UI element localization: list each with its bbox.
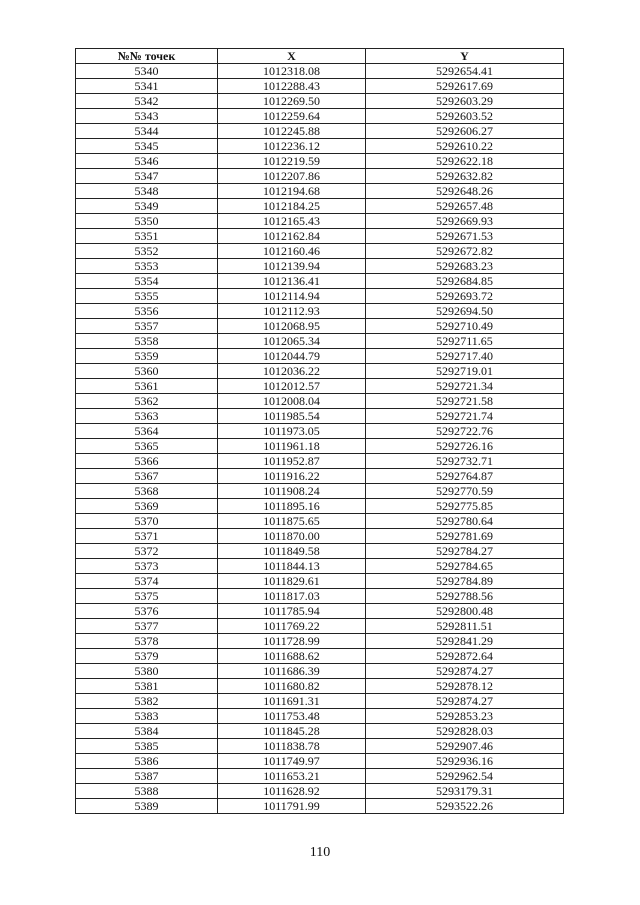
table-row — [76, 409, 564, 424]
cell-y: 5292719.01 — [366, 364, 564, 379]
cell-y: 5292717.40 — [366, 349, 564, 364]
cell-point-number: 5380 — [76, 664, 218, 679]
cell-point-number: 5388 — [76, 784, 218, 799]
cell-x: 1012245.88 — [218, 124, 366, 139]
cell-x: 1012318.08 — [218, 64, 366, 79]
table-row — [76, 724, 564, 739]
table-row — [76, 304, 564, 319]
cell-y: 5292622.18 — [366, 154, 564, 169]
cell-y: 5292721.58 — [366, 394, 564, 409]
cell-y: 5292669.93 — [366, 214, 564, 229]
cell-point-number: 5386 — [76, 754, 218, 769]
table-row — [76, 469, 564, 484]
table-row — [76, 709, 564, 724]
cell-x: 1012114.94 — [218, 289, 366, 304]
cell-x: 1011628.92 — [218, 784, 366, 799]
table-row — [76, 649, 564, 664]
table-row — [76, 349, 564, 364]
table-row — [76, 244, 564, 259]
cell-point-number: 5359 — [76, 349, 218, 364]
cell-point-number: 5372 — [76, 544, 218, 559]
cell-y: 5292853.23 — [366, 709, 564, 724]
cell-x: 1011785.94 — [218, 604, 366, 619]
cell-point-number: 5375 — [76, 589, 218, 604]
cell-x: 1012044.79 — [218, 349, 366, 364]
cell-y: 5292784.89 — [366, 574, 564, 589]
cell-point-number: 5355 — [76, 289, 218, 304]
cell-x: 1011817.03 — [218, 589, 366, 604]
cell-y: 5292671.53 — [366, 229, 564, 244]
cell-y: 5292781.69 — [366, 529, 564, 544]
cell-y: 5292672.82 — [366, 244, 564, 259]
cell-x: 1011829.61 — [218, 574, 366, 589]
cell-y: 5292907.46 — [366, 739, 564, 754]
cell-x: 1011895.16 — [218, 499, 366, 514]
cell-x: 1011753.48 — [218, 709, 366, 724]
cell-x: 1012036.22 — [218, 364, 366, 379]
cell-point-number: 5351 — [76, 229, 218, 244]
table-row — [76, 259, 564, 274]
cell-point-number: 5369 — [76, 499, 218, 514]
cell-x: 1012236.12 — [218, 139, 366, 154]
cell-point-number: 5350 — [76, 214, 218, 229]
cell-point-number: 5363 — [76, 409, 218, 424]
cell-point-number: 5367 — [76, 469, 218, 484]
table-row — [76, 544, 564, 559]
cell-point-number: 5346 — [76, 154, 218, 169]
cell-point-number: 5356 — [76, 304, 218, 319]
cell-x: 1011838.78 — [218, 739, 366, 754]
cell-x: 1011849.58 — [218, 544, 366, 559]
cell-y: 5292800.48 — [366, 604, 564, 619]
cell-x: 1011973.05 — [218, 424, 366, 439]
cell-x: 1011688.62 — [218, 649, 366, 664]
table-row — [76, 484, 564, 499]
cell-point-number: 5345 — [76, 139, 218, 154]
table-row — [76, 574, 564, 589]
cell-x: 1012008.04 — [218, 394, 366, 409]
table-row — [76, 604, 564, 619]
table-row — [76, 289, 564, 304]
cell-y: 5292617.69 — [366, 79, 564, 94]
table-row — [76, 334, 564, 349]
table-row — [76, 394, 564, 409]
cell-point-number: 5368 — [76, 484, 218, 499]
cell-point-number: 5354 — [76, 274, 218, 289]
cell-point-number: 5344 — [76, 124, 218, 139]
cell-point-number: 5347 — [76, 169, 218, 184]
cell-y: 5292872.64 — [366, 649, 564, 664]
cell-point-number: 5361 — [76, 379, 218, 394]
cell-point-number: 5362 — [76, 394, 218, 409]
cell-x: 1011769.22 — [218, 619, 366, 634]
table-row — [76, 559, 564, 574]
cell-point-number: 5360 — [76, 364, 218, 379]
cell-y: 5292878.12 — [366, 679, 564, 694]
cell-point-number: 5381 — [76, 679, 218, 694]
cell-y: 5292811.51 — [366, 619, 564, 634]
cell-x: 1011870.00 — [218, 529, 366, 544]
cell-x: 1012112.93 — [218, 304, 366, 319]
cell-point-number: 5384 — [76, 724, 218, 739]
table-row — [76, 769, 564, 784]
table-row — [76, 784, 564, 799]
cell-point-number: 5374 — [76, 574, 218, 589]
cell-point-number: 5379 — [76, 649, 218, 664]
header-row — [76, 49, 564, 64]
cell-y: 5292764.87 — [366, 469, 564, 484]
table-row — [76, 799, 564, 814]
cell-y: 5292775.85 — [366, 499, 564, 514]
page-number: 110 — [309, 845, 331, 860]
table-row — [76, 229, 564, 244]
table-row — [76, 634, 564, 649]
cell-y: 5292780.64 — [366, 514, 564, 529]
cell-point-number: 5373 — [76, 559, 218, 574]
table-row — [76, 664, 564, 679]
cell-y: 5292721.34 — [366, 379, 564, 394]
table-row — [76, 319, 564, 334]
cell-x: 1012269.50 — [218, 94, 366, 109]
cell-y: 5292603.29 — [366, 94, 564, 109]
cell-x: 1011908.24 — [218, 484, 366, 499]
cell-x: 1011845.28 — [218, 724, 366, 739]
table-row — [76, 529, 564, 544]
cell-point-number: 5387 — [76, 769, 218, 784]
table-body — [76, 64, 564, 814]
table-row — [76, 694, 564, 709]
header-point-number: №№ точек — [76, 49, 218, 64]
cell-x: 1011791.99 — [218, 799, 366, 814]
cell-point-number: 5389 — [76, 799, 218, 814]
cell-y: 5292722.76 — [366, 424, 564, 439]
coordinates-table — [75, 48, 564, 814]
cell-x: 1011985.54 — [218, 409, 366, 424]
cell-y: 5292610.22 — [366, 139, 564, 154]
table-row — [76, 499, 564, 514]
cell-y: 5292711.65 — [366, 334, 564, 349]
cell-x: 1011680.82 — [218, 679, 366, 694]
cell-x: 1011916.22 — [218, 469, 366, 484]
table-row — [76, 139, 564, 154]
table-row — [76, 364, 564, 379]
cell-x: 1011686.39 — [218, 664, 366, 679]
cell-y: 5292721.74 — [366, 409, 564, 424]
cell-x: 1012012.57 — [218, 379, 366, 394]
cell-y: 5292606.27 — [366, 124, 564, 139]
cell-x: 1012162.84 — [218, 229, 366, 244]
cell-point-number: 5377 — [76, 619, 218, 634]
cell-y: 5292874.27 — [366, 664, 564, 679]
cell-x: 1011844.13 — [218, 559, 366, 574]
header-x: X — [218, 49, 366, 64]
cell-point-number: 5357 — [76, 319, 218, 334]
cell-point-number: 5340 — [76, 64, 218, 79]
cell-y: 5292694.50 — [366, 304, 564, 319]
cell-point-number: 5366 — [76, 454, 218, 469]
cell-y: 5292828.03 — [366, 724, 564, 739]
table-row — [76, 514, 564, 529]
cell-x: 1012139.94 — [218, 259, 366, 274]
cell-y: 5292710.49 — [366, 319, 564, 334]
cell-y: 5292770.59 — [366, 484, 564, 499]
cell-x: 1011961.18 — [218, 439, 366, 454]
cell-x: 1012288.43 — [218, 79, 366, 94]
cell-y: 5292732.71 — [366, 454, 564, 469]
cell-point-number: 5349 — [76, 199, 218, 214]
table-row — [76, 109, 564, 124]
cell-y: 5293179.31 — [366, 784, 564, 799]
cell-y: 5292693.72 — [366, 289, 564, 304]
table-row — [76, 679, 564, 694]
cell-x: 1011728.99 — [218, 634, 366, 649]
cell-x: 1012184.25 — [218, 199, 366, 214]
table-row — [76, 79, 564, 94]
cell-point-number: 5364 — [76, 424, 218, 439]
cell-y: 5292784.65 — [366, 559, 564, 574]
table-row — [76, 754, 564, 769]
table-row — [76, 454, 564, 469]
cell-x: 1012136.41 — [218, 274, 366, 289]
table-row — [76, 199, 564, 214]
cell-point-number: 5371 — [76, 529, 218, 544]
cell-point-number: 5365 — [76, 439, 218, 454]
table-row — [76, 379, 564, 394]
cell-point-number: 5378 — [76, 634, 218, 649]
cell-y: 5292684.85 — [366, 274, 564, 289]
table-header — [76, 49, 564, 64]
cell-point-number: 5342 — [76, 94, 218, 109]
cell-y: 5292788.56 — [366, 589, 564, 604]
cell-y: 5292784.27 — [366, 544, 564, 559]
cell-point-number: 5383 — [76, 709, 218, 724]
cell-point-number: 5385 — [76, 739, 218, 754]
cell-y: 5292726.16 — [366, 439, 564, 454]
table-row — [76, 154, 564, 169]
cell-y: 5292648.26 — [366, 184, 564, 199]
table-row — [76, 439, 564, 454]
cell-x: 1011653.21 — [218, 769, 366, 784]
table-row — [76, 169, 564, 184]
table-row — [76, 274, 564, 289]
cell-x: 1011691.31 — [218, 694, 366, 709]
cell-x: 1011952.87 — [218, 454, 366, 469]
cell-point-number: 5382 — [76, 694, 218, 709]
table-row — [76, 184, 564, 199]
cell-x: 1012068.95 — [218, 319, 366, 334]
cell-y: 5292962.54 — [366, 769, 564, 784]
cell-point-number: 5353 — [76, 259, 218, 274]
cell-x: 1012065.34 — [218, 334, 366, 349]
cell-point-number: 5352 — [76, 244, 218, 259]
table-row — [76, 739, 564, 754]
cell-x: 1012207.86 — [218, 169, 366, 184]
cell-point-number: 5343 — [76, 109, 218, 124]
table-row — [76, 94, 564, 109]
cell-x: 1011875.65 — [218, 514, 366, 529]
cell-y: 5292657.48 — [366, 199, 564, 214]
cell-x: 1012165.43 — [218, 214, 366, 229]
cell-point-number: 5370 — [76, 514, 218, 529]
cell-x: 1012194.68 — [218, 184, 366, 199]
table-row — [76, 124, 564, 139]
cell-y: 5292654.41 — [366, 64, 564, 79]
table-row — [76, 64, 564, 79]
cell-y: 5292841.29 — [366, 634, 564, 649]
cell-y: 5292632.82 — [366, 169, 564, 184]
cell-x: 1012160.46 — [218, 244, 366, 259]
cell-y: 5293522.26 — [366, 799, 564, 814]
table-row — [76, 589, 564, 604]
cell-x: 1012259.64 — [218, 109, 366, 124]
cell-point-number: 5348 — [76, 184, 218, 199]
cell-point-number: 5358 — [76, 334, 218, 349]
cell-y: 5292874.27 — [366, 694, 564, 709]
cell-y: 5292683.23 — [366, 259, 564, 274]
cell-point-number: 5341 — [76, 79, 218, 94]
cell-x: 1011749.97 — [218, 754, 366, 769]
cell-y: 5292603.52 — [366, 109, 564, 124]
cell-point-number: 5376 — [76, 604, 218, 619]
table-row — [76, 214, 564, 229]
header-y: Y — [366, 49, 564, 64]
cell-x: 1012219.59 — [218, 154, 366, 169]
table-row — [76, 424, 564, 439]
cell-y: 5292936.16 — [366, 754, 564, 769]
table-row — [76, 619, 564, 634]
